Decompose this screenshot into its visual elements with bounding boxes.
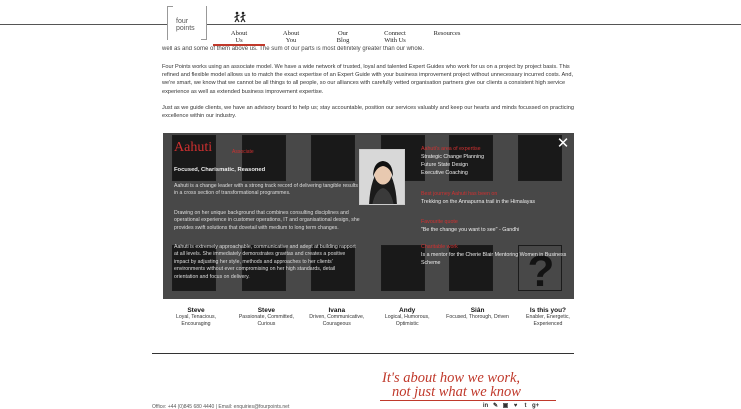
profile-role: Associate [232,149,254,155]
tagline-underline [380,400,556,401]
member-traits: Passionate, Committed, Curious [238,314,294,327]
footer-tagline-line2: not just what we know [392,384,521,400]
nav-our-blog[interactable] [317,11,369,44]
nav-resources[interactable] [421,11,473,44]
journey-text: Trekking on the Annapurna trail in the Himalayas [421,199,536,205]
team-member[interactable] [373,307,441,328]
nav-label: Resources [433,30,461,37]
member-name: Steve [257,307,276,314]
team-member[interactable] [232,307,300,328]
section-heading: Charitable work [421,244,458,250]
quote-text: "Be the change you want to see" - Gandhi [421,227,520,233]
expertise-section [421,145,569,177]
member-traits: Focused, Thorough, Driven [446,314,509,320]
profile-portrait [359,149,405,205]
team-member[interactable] [162,307,230,328]
social-links [482,403,539,409]
member-traits: Driven, Communicative, Courageous [309,314,365,327]
section-heading: Aahuti's area of expertise [421,146,481,152]
nav-connect[interactable] [369,11,421,44]
nav-label: About [230,30,248,37]
expertise-item: Strategic Change Planning [421,154,485,160]
linkedin-icon[interactable]: in [482,403,489,409]
close-button[interactable]: ✕ [556,134,570,152]
member-name: Siân [470,307,485,314]
advisory-paragraph: Just as we guide clients, we have an advisory board to help us; stay accountable, position our services valuably and keep our hearts and minds focussed on practicing excellence within our industry. [162,105,574,120]
section-heading: Best journey Aahuti has been on [421,191,498,197]
twitter-icon[interactable]: t [524,403,527,409]
nav-label: You [285,36,297,44]
blog-icon[interactable]: ✎ [492,403,499,409]
logo-corner [201,39,207,40]
logo-corner [167,6,173,7]
footer-rule [152,353,574,354]
nav-about-you[interactable] [265,11,317,44]
nav-label: Connect [384,30,406,37]
team-member[interactable] [514,307,582,328]
profile-bio: Aahuti is extremely approachable, communicative and adept at building rapport at all levels. She immediately demonstrates gravitas and creates a positive impact by adjusting her style, methods and approaches to her clients' environments without ever compromising on her high standards, detail orientation and focus on delivery. [174,244,356,280]
team-member[interactable] [303,307,371,328]
google-plus-icon[interactable]: g+ [532,403,540,409]
favourite-icon[interactable]: ♥ [513,403,518,409]
nav-label: With Us [384,36,406,44]
slideshare-icon[interactable]: ▣ [502,403,509,409]
nav-label: About [282,30,300,37]
member-name: Ivana [328,307,346,314]
nav-label: Our [337,30,349,37]
profile-name: Aahuti [174,140,213,155]
profile-bio: Drawing on her unique background that combines consulting disciplines and operational experience in customer operations, IT and organisational design, she provides swift solutions that dovetail with medium to long term changes. [174,210,360,231]
footer-contact: Office: +44 (0)845 680 4440 | Email: enquiries@fourpoints.net [152,404,290,409]
nav-label: Us [235,36,243,44]
member-traits: Logical, Humorous, Optimistic [384,314,430,327]
portrait-image [360,150,405,205]
logo-text-line1: four [176,18,189,25]
footer-tagline-line1: It's about how we work, [382,370,521,386]
section-heading: Favourite quote [421,219,458,225]
charity-section [421,243,569,267]
intro-paragraph: Four Points works using an associate model. We have a wide network of trusted, loyal and talented Expert Guides who work for us on a project by project basis. This refined and flexible model allows us to match the exact expertise of an Expert Guide with your business improvement project without unnecessary incurred costs. And, we're smart, we know that we cannot be all things to all people, so our alliances with carefully vetted organisation partners give our clients a consistent high service experience as well as extended business improvement expertise. [162,64,574,95]
cut-off-text: well as and some of them above us. The sum of our parts is most definitely greater than our whole. [162,46,425,52]
logo-text-line2: points [176,25,195,32]
member-name: Is this you? [529,307,567,314]
journey-section [421,190,569,206]
quote-section [421,218,569,234]
main-nav [213,11,473,44]
logo[interactable] [167,6,207,40]
profile-tagline: Focused, Charismatic, Reasoned [174,167,266,173]
member-traits: Loyal, Tenacious, Encouraging [176,314,216,327]
team-names-row [162,307,582,328]
member-name: Andy [399,307,416,314]
expertise-item: Future State Design [421,162,469,168]
profile-bio: Aahuti is a change leader with a strong track record of delivering tangible results in a cross section of transformational programmes. [174,183,358,197]
nav-label: Blog [336,36,350,44]
nav-about-us[interactable] [213,11,265,44]
team-member[interactable] [444,307,512,328]
member-traits: Enabler, Energetic, Experienced [526,314,570,327]
member-name: Steve [187,307,205,314]
expertise-item: Executive Coaching [421,170,468,176]
charity-text: Is a mentor for the Cherie Blair Mentoring Women in Business Scheme [421,252,567,266]
